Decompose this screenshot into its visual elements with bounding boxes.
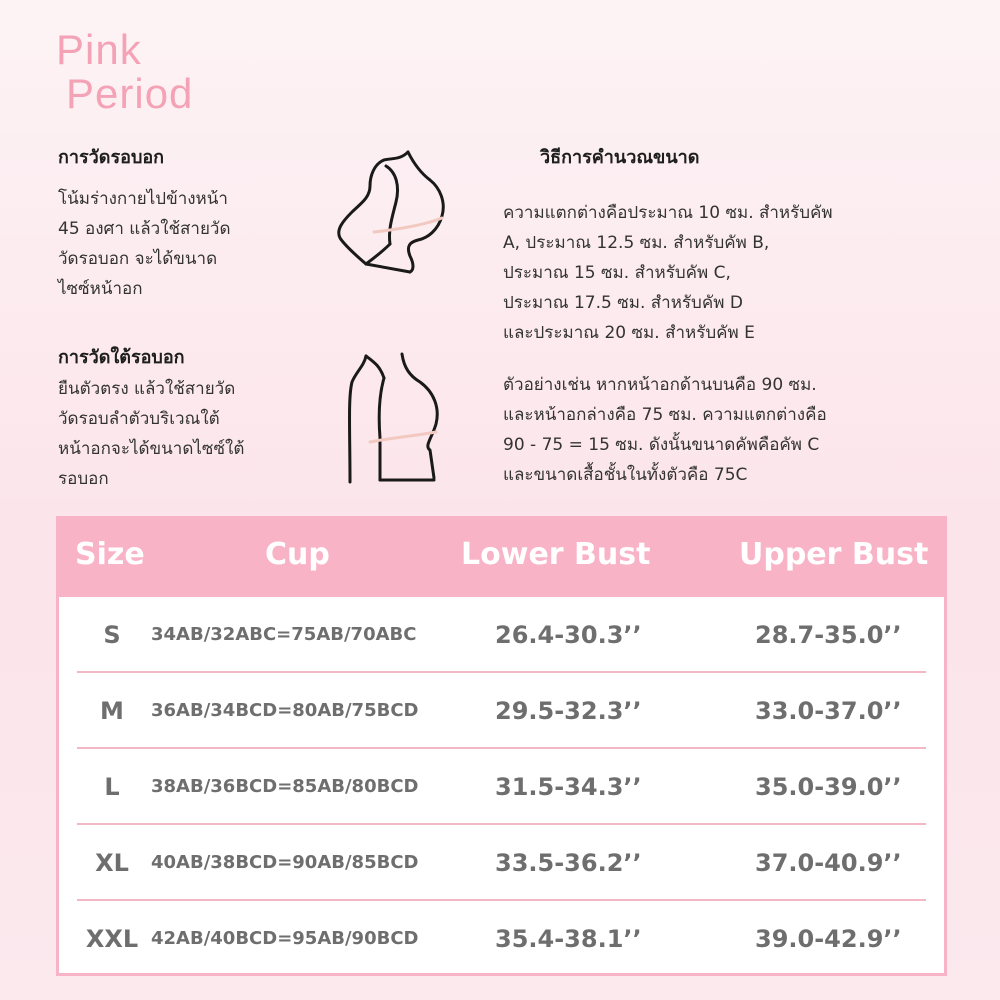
table-row	[59, 825, 944, 901]
cell-cup: 40AB/38BCD=90AB/85BCD	[151, 852, 419, 873]
calc-example-line: และขนาดเสื้อชั้นในทั้งตัวคือ 75C	[503, 465, 748, 485]
cell-size: L	[104, 773, 120, 801]
cell-upper-bust: 28.7-35.0’’	[755, 621, 902, 649]
calc-description	[503, 198, 833, 348]
brand-line-1: Pink	[56, 26, 142, 73]
underbust-description	[58, 374, 244, 494]
calc-line: A, ประมาณ 12.5 ซม. สำหรับคัพ B,	[503, 233, 770, 253]
bust-line: 45 องศา แล้วใช้สายวัด	[58, 219, 231, 239]
cell-size: M	[100, 697, 124, 725]
underbust-title: การวัดใต้รอบอก	[58, 347, 185, 368]
cell-upper-bust: 37.0-40.9’’	[755, 849, 902, 877]
calc-line: ประมาณ 15 ซม. สำหรับคัพ C,	[503, 263, 731, 283]
brand-line-2: Period	[66, 70, 194, 117]
cell-lower-bust: 35.4-38.1’’	[495, 925, 642, 953]
cell-cup: 34AB/32ABC=75AB/70ABC	[151, 624, 417, 645]
cell-size: XL	[95, 849, 129, 877]
cell-lower-bust: 26.4-30.3’’	[495, 621, 642, 649]
size-table	[56, 516, 947, 976]
table-row	[59, 673, 944, 749]
calc-line: ประมาณ 17.5 ซม. สำหรับคัพ D	[503, 293, 743, 313]
bust-title: การวัดรอบอก	[58, 147, 165, 168]
table-header	[59, 519, 944, 597]
header-upper-bust: Upper Bust	[739, 537, 929, 572]
calc-example-line: และหน้าอกล่างคือ 75 ซม. ความแตกต่างคือ	[503, 405, 827, 425]
cell-lower-bust: 31.5-34.3’’	[495, 773, 642, 801]
calc-line: และประมาณ 20 ซม. สำหรับคัพ E	[503, 323, 755, 343]
calc-example-line: ตัวอย่างเช่น หากหน้าอกด้านบนคือ 90 ซม.	[503, 375, 817, 395]
cell-upper-bust: 33.0-37.0’’	[755, 697, 902, 725]
table-row	[59, 597, 944, 673]
header-size: Size	[75, 537, 145, 572]
brand-logo	[56, 28, 193, 116]
bust-line: โน้มร่างกายไปข้างหน้า	[58, 189, 228, 209]
underbust-line: วัดรอบลำตัวบริเวณใต้	[58, 409, 220, 429]
header-lower-bust: Lower Bust	[461, 537, 651, 572]
bust-line: ไซซ์หน้าอก	[58, 279, 143, 299]
cell-size: XXL	[85, 925, 139, 953]
calc-title: วิธีการคำนวณขนาด	[540, 147, 700, 168]
cell-cup: 42AB/40BCD=95AB/90BCD	[151, 928, 419, 949]
underbust-line: ยืนตัวตรง แล้วใช้สายวัด	[58, 379, 236, 399]
table-row	[59, 901, 944, 977]
underbust-measure-icon	[340, 352, 450, 492]
underbust-line: หน้าอกจะได้ขนาดไซซ์ใต้	[58, 439, 245, 459]
calc-line: ความแตกต่างคือประมาณ 10 ซม. สำหรับคัพ	[503, 203, 833, 223]
cell-upper-bust: 39.0-42.9’’	[755, 925, 902, 953]
cell-cup: 38AB/36BCD=85AB/80BCD	[151, 776, 419, 797]
underbust-line: รอบอก	[58, 469, 109, 489]
cell-cup: 36AB/34BCD=80AB/75BCD	[151, 700, 419, 721]
cell-lower-bust: 29.5-32.3’’	[495, 697, 642, 725]
cell-upper-bust: 35.0-39.0’’	[755, 773, 902, 801]
cell-lower-bust: 33.5-36.2’’	[495, 849, 642, 877]
bust-measure-icon	[330, 146, 460, 276]
cell-size: S	[103, 621, 121, 649]
header-cup: Cup	[265, 537, 330, 572]
calc-example	[503, 370, 827, 490]
bust-description	[58, 184, 231, 304]
calc-example-line: 90 - 75 = 15 ซม. ดังนั้นขนาดคัพคือคัพ C	[503, 435, 820, 455]
table-row	[59, 749, 944, 825]
bust-line: วัดรอบอก จะได้ขนาด	[58, 249, 218, 269]
